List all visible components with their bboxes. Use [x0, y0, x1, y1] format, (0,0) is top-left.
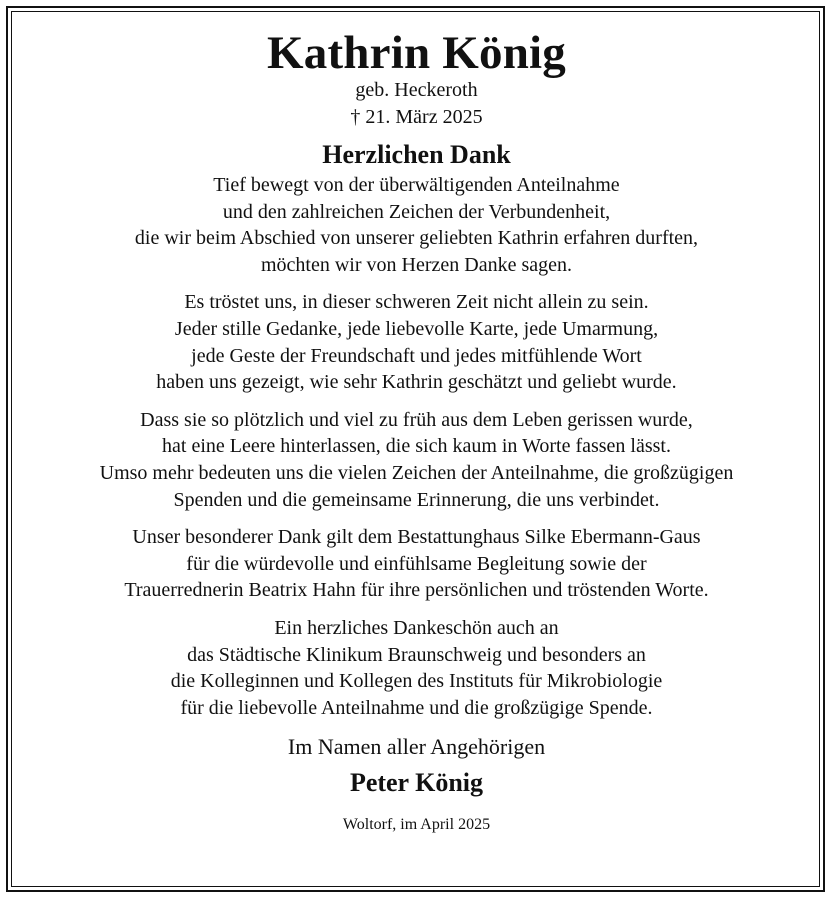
text-line: möchten wir von Herzen Danke sagen.	[261, 253, 572, 276]
signoff: Im Namen aller Angehörigen	[287, 734, 546, 760]
paragraph-comfort	[12, 289, 821, 395]
death-date: † 21. März 2025	[350, 106, 483, 128]
paragraph-special-thanks	[12, 524, 821, 604]
text-line: das Städtische Klinikum Braunschweig und besonders an	[187, 643, 646, 666]
paragraph-hospital-thanks	[12, 615, 821, 721]
text-line: jede Geste der Freundschaft und jedes mitfühlende Wort	[191, 344, 642, 367]
thanks-heading: Herzlichen Dank	[322, 140, 511, 169]
paragraph-gratitude	[12, 172, 821, 278]
text-line: Tief bewegt von der überwältigenden Anteilnahme	[213, 174, 620, 196]
text-line: Spenden und die gemeinsame Erinnerung, die uns verbindet.	[173, 488, 660, 511]
deceased-name: Kathrin König	[266, 27, 566, 79]
text-line: Unser besonderer Dank gilt dem Bestattunghaus Silke Ebermann-Gaus	[132, 526, 701, 549]
maiden-name: geb. Heckeroth	[355, 79, 478, 101]
obituary-notice	[12, 12, 821, 835]
text-line: für die würdevolle und einfühlsame Begleitung sowie der	[186, 552, 647, 575]
text-line: haben uns gezeigt, wie sehr Kathrin geschätzt und geliebt wurde.	[156, 371, 677, 394]
text-line: für die liebevolle Anteilnahme und die großzügige Spende.	[180, 696, 653, 719]
text-line: Ein herzliches Dankeschön auch an	[274, 616, 559, 639]
text-line: die Kolleginnen und Kollegen des Instituts für Mikrobiologie	[170, 670, 663, 693]
text-line: Es tröstet uns, in dieser schweren Zeit nicht allein zu sein.	[184, 291, 649, 314]
place-date: Woltorf, im April 2025	[342, 816, 491, 834]
text-line: Trauerrednerin Beatrix Hahn für ihre persönlichen und tröstenden Worte.	[124, 579, 709, 602]
paragraph-loss	[12, 407, 821, 513]
signer-name: Peter König	[349, 768, 484, 798]
text-line: und den zahlreichen Zeichen der Verbundenheit,	[222, 200, 611, 223]
text-line: hat eine Leere hinterlassen, die sich kaum in Worte fassen lässt.	[162, 435, 671, 458]
text-line: Jeder stille Gedanke, jede liebevolle Karte, jede Umarmung,	[174, 317, 659, 340]
text-line: Umso mehr bedeuten uns die vielen Zeichen der Anteilnahme, die großzügigen	[99, 461, 734, 484]
text-line: die wir beim Abschied von unserer geliebten Kathrin erfahren durften,	[134, 227, 699, 250]
text-line: Dass sie so plötzlich und viel zu früh aus dem Leben gerissen wurde,	[140, 408, 693, 431]
